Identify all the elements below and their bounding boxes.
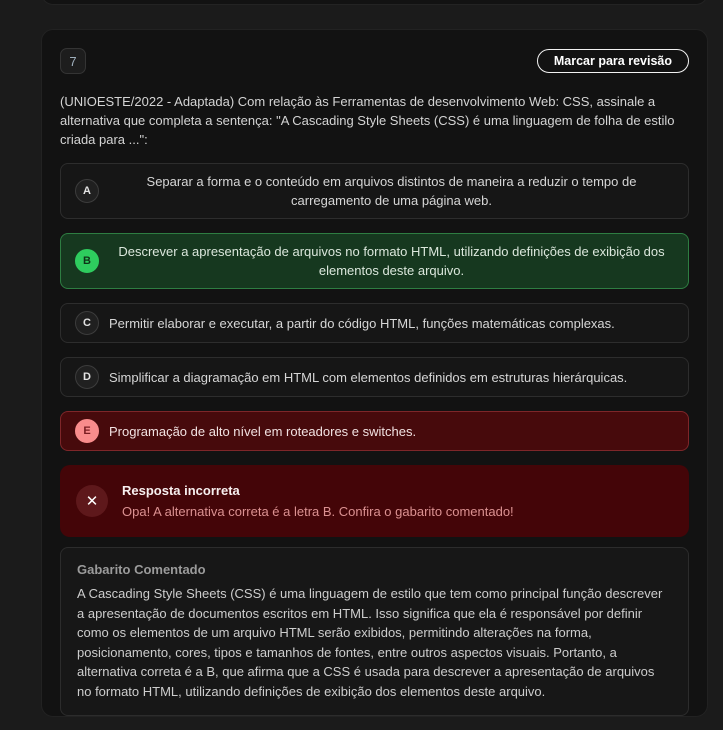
mark-for-review-button[interactable]: Marcar para revisão xyxy=(537,49,689,73)
option-text-b: Descrever a apresentação de arquivos no formato HTML, utilizando definições de exibição dos elementos deste arquivo. xyxy=(118,244,665,278)
option-row-c[interactable] xyxy=(60,303,689,343)
option-letter-badge-d: D xyxy=(75,365,99,389)
option-text-e: Programação de alto nível em roteadores e switches. xyxy=(109,423,417,439)
option-text-a: Separar a forma e o conteúdo em arquivos distintos de maneira a reduzir o tempo de carregamento de uma página web. xyxy=(146,174,637,208)
option-row-b-correct[interactable] xyxy=(60,233,689,289)
incorrect-answer-banner xyxy=(60,465,689,537)
card-header xyxy=(60,48,689,74)
previous-question-card-edge xyxy=(41,0,708,5)
feedback-message: Opa! A alternativa correta é a letra B. Confira o gabarito comentado! xyxy=(122,504,514,519)
question-text: (UNIOESTE/2022 - Adaptada) Com relação às Ferramentas de desenvolvimento Web: CSS, assinale a alternativa que completa a sentença: "A Cascading Style Sheets (CSS) é uma linguagem de folha de estilo criada para ...": xyxy=(60,94,675,147)
explanation-text: A Cascading Style Sheets (CSS) é uma linguagem de estilo que tem como principal função descrever a apresentação de documentos escritos em HTML. Isso significa que ela é responsável por definir como os elementos de um arquivo HTML serão exibidos, permitindo alterações na forma, posicionamento, cores, tipos e tamanhos de fontes, entre outros aspectos visuais. Portanto, a alternativa correta é a B, que afirma que a CSS é usada para descrever a apresentação de arquivos no formato HTML, utilizando definições de exibição dos elementos deste arquivo. xyxy=(77,586,663,699)
feedback-content xyxy=(122,483,514,519)
options-list xyxy=(60,163,689,451)
option-text-d: Simplificar a diagramação em HTML com elementos definidos em estruturas hierárquicas. xyxy=(109,369,628,385)
option-letter-badge-e: E xyxy=(75,419,99,443)
feedback-title: Resposta incorreta xyxy=(122,483,240,498)
option-row-a[interactable] xyxy=(60,163,689,219)
option-text-c: Permitir elaborar e executar, a partir do código HTML, funções matemáticas complexas. xyxy=(109,315,615,331)
question-card xyxy=(41,29,708,717)
option-row-d[interactable] xyxy=(60,357,689,397)
question-number: 7 xyxy=(69,53,77,69)
question-number-badge xyxy=(60,48,86,74)
explanation-card xyxy=(60,547,689,716)
option-row-e-incorrect[interactable] xyxy=(60,411,689,451)
option-letter-badge-b: B xyxy=(75,249,99,273)
option-letter-badge-c: C xyxy=(75,311,99,335)
explanation-title: Gabarito Comentado xyxy=(77,562,206,577)
option-letter-badge-a: A xyxy=(75,179,99,203)
x-icon: ✕ xyxy=(76,485,108,517)
